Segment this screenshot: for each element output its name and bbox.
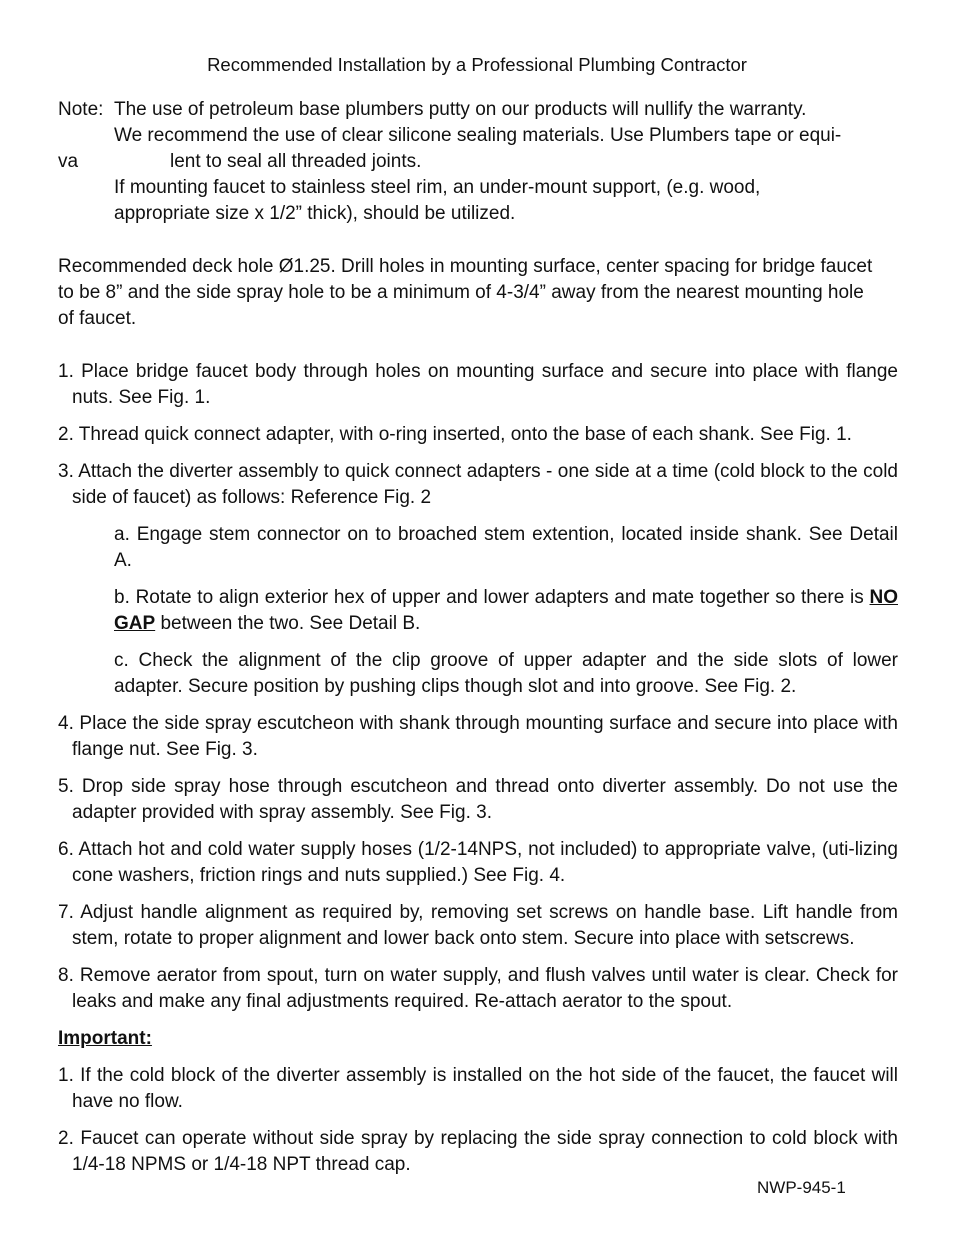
step-3b-pre: b. Rotate to align exterior hex of upper and lower adapters and mate together so there is xyxy=(114,587,870,608)
note-text-3-right: lent to seal all threaded joints. xyxy=(170,151,422,172)
important-1: 1. If the cold block of the diverter assembly is installed on the hot side of the faucet, the faucet will have no flow. xyxy=(58,1065,898,1112)
step-2: 2. Thread quick connect adapter, with o-ring inserted, onto the base of each shank. See Fig. 1. xyxy=(58,424,852,445)
no-gap-emphasis: NO GAP xyxy=(114,587,898,634)
installation-steps xyxy=(58,359,898,1189)
step-7: 7. Adjust handle alignment as required by, removing set screws on handle base. Lift handle from stem, rotate to proper alignment and lower back onto stem. Secure into place with setscrews. xyxy=(58,902,898,949)
note-text-3-left: va xyxy=(58,151,79,172)
document-id: NWP-945-1 xyxy=(757,1178,846,1197)
step-4: 4. Place the side spray escutcheon with shank through mounting surface and secure into place with flange nut. See Fig. 3. xyxy=(58,713,898,760)
note-text-5: appropriate size x 1/2” thick), should be utilized. xyxy=(114,203,516,224)
step-3a: a. Engage stem connector on to broached stem extention, located inside shank. See Detail A. xyxy=(114,524,898,571)
step-1: 1. Place bridge faucet body through holes on mounting surface and secure into place with flange nuts. See Fig. 1. xyxy=(58,361,898,408)
note-line-1 xyxy=(58,97,898,123)
step-3c: c. Check the alignment of the clip groove of upper adapter and the side slots of lower adapter. Secure position by pushing clips though slot and into groove. See Fig. 2. xyxy=(114,650,898,697)
important-2: 2. Faucet can operate without side spray by replacing the side spray connection to cold block with 1/4-18 NPMS or 1/4-18 NPT thread cap. xyxy=(58,1128,898,1175)
note-block xyxy=(58,97,898,227)
step-3b xyxy=(114,585,898,637)
important-heading: Important: xyxy=(58,1028,152,1049)
note-line-3 xyxy=(58,149,898,175)
note-label: Note: xyxy=(58,99,104,120)
note-text-4: If mounting faucet to stainless steel rim, an under-mount support, (e.g. wood, xyxy=(114,177,761,198)
step-5: 5. Drop side spray hose through escutcheon and thread onto diverter assembly. Do not use the adapter provided with spray assembly. See Fig. 3. xyxy=(58,776,898,823)
step-3: 3. Attach the diverter assembly to quick connect adapters - one side at a time (cold block to the cold side of faucet) as follows: Reference Fig. 2 xyxy=(58,461,898,508)
deck-hole-paragraph: Recommended deck hole Ø1.25. Drill holes in mounting surface, center spacing for bridge faucet to be 8” and the side spray hole to be a minimum of 4-3/4” away from the nearest mounting hole of faucet. xyxy=(58,256,873,329)
note-text-2: We recommend the use of clear silicone sealing materials. Use Plumbers tape or equi- xyxy=(114,125,842,146)
step-8: 8. Remove aerator from spout, turn on water supply, and flush valves until water is clear. Check for leaks and make any final adjustments required. Re-attach aerator to the spout. xyxy=(58,965,898,1012)
note-text-1: The use of petroleum base plumbers putty on our products will nullify the warranty. xyxy=(114,99,807,120)
step-3b-post: between the two. See Detail B. xyxy=(155,613,421,634)
step-6: 6. Attach hot and cold water supply hoses (1/2-14NPS, not included) to appropriate valve, (uti-lizing cone washers, friction rings and nuts supplied.) See Fig. 4. xyxy=(58,839,898,886)
page-title: Recommended Installation by a Professional Plumbing Contractor xyxy=(207,54,747,75)
